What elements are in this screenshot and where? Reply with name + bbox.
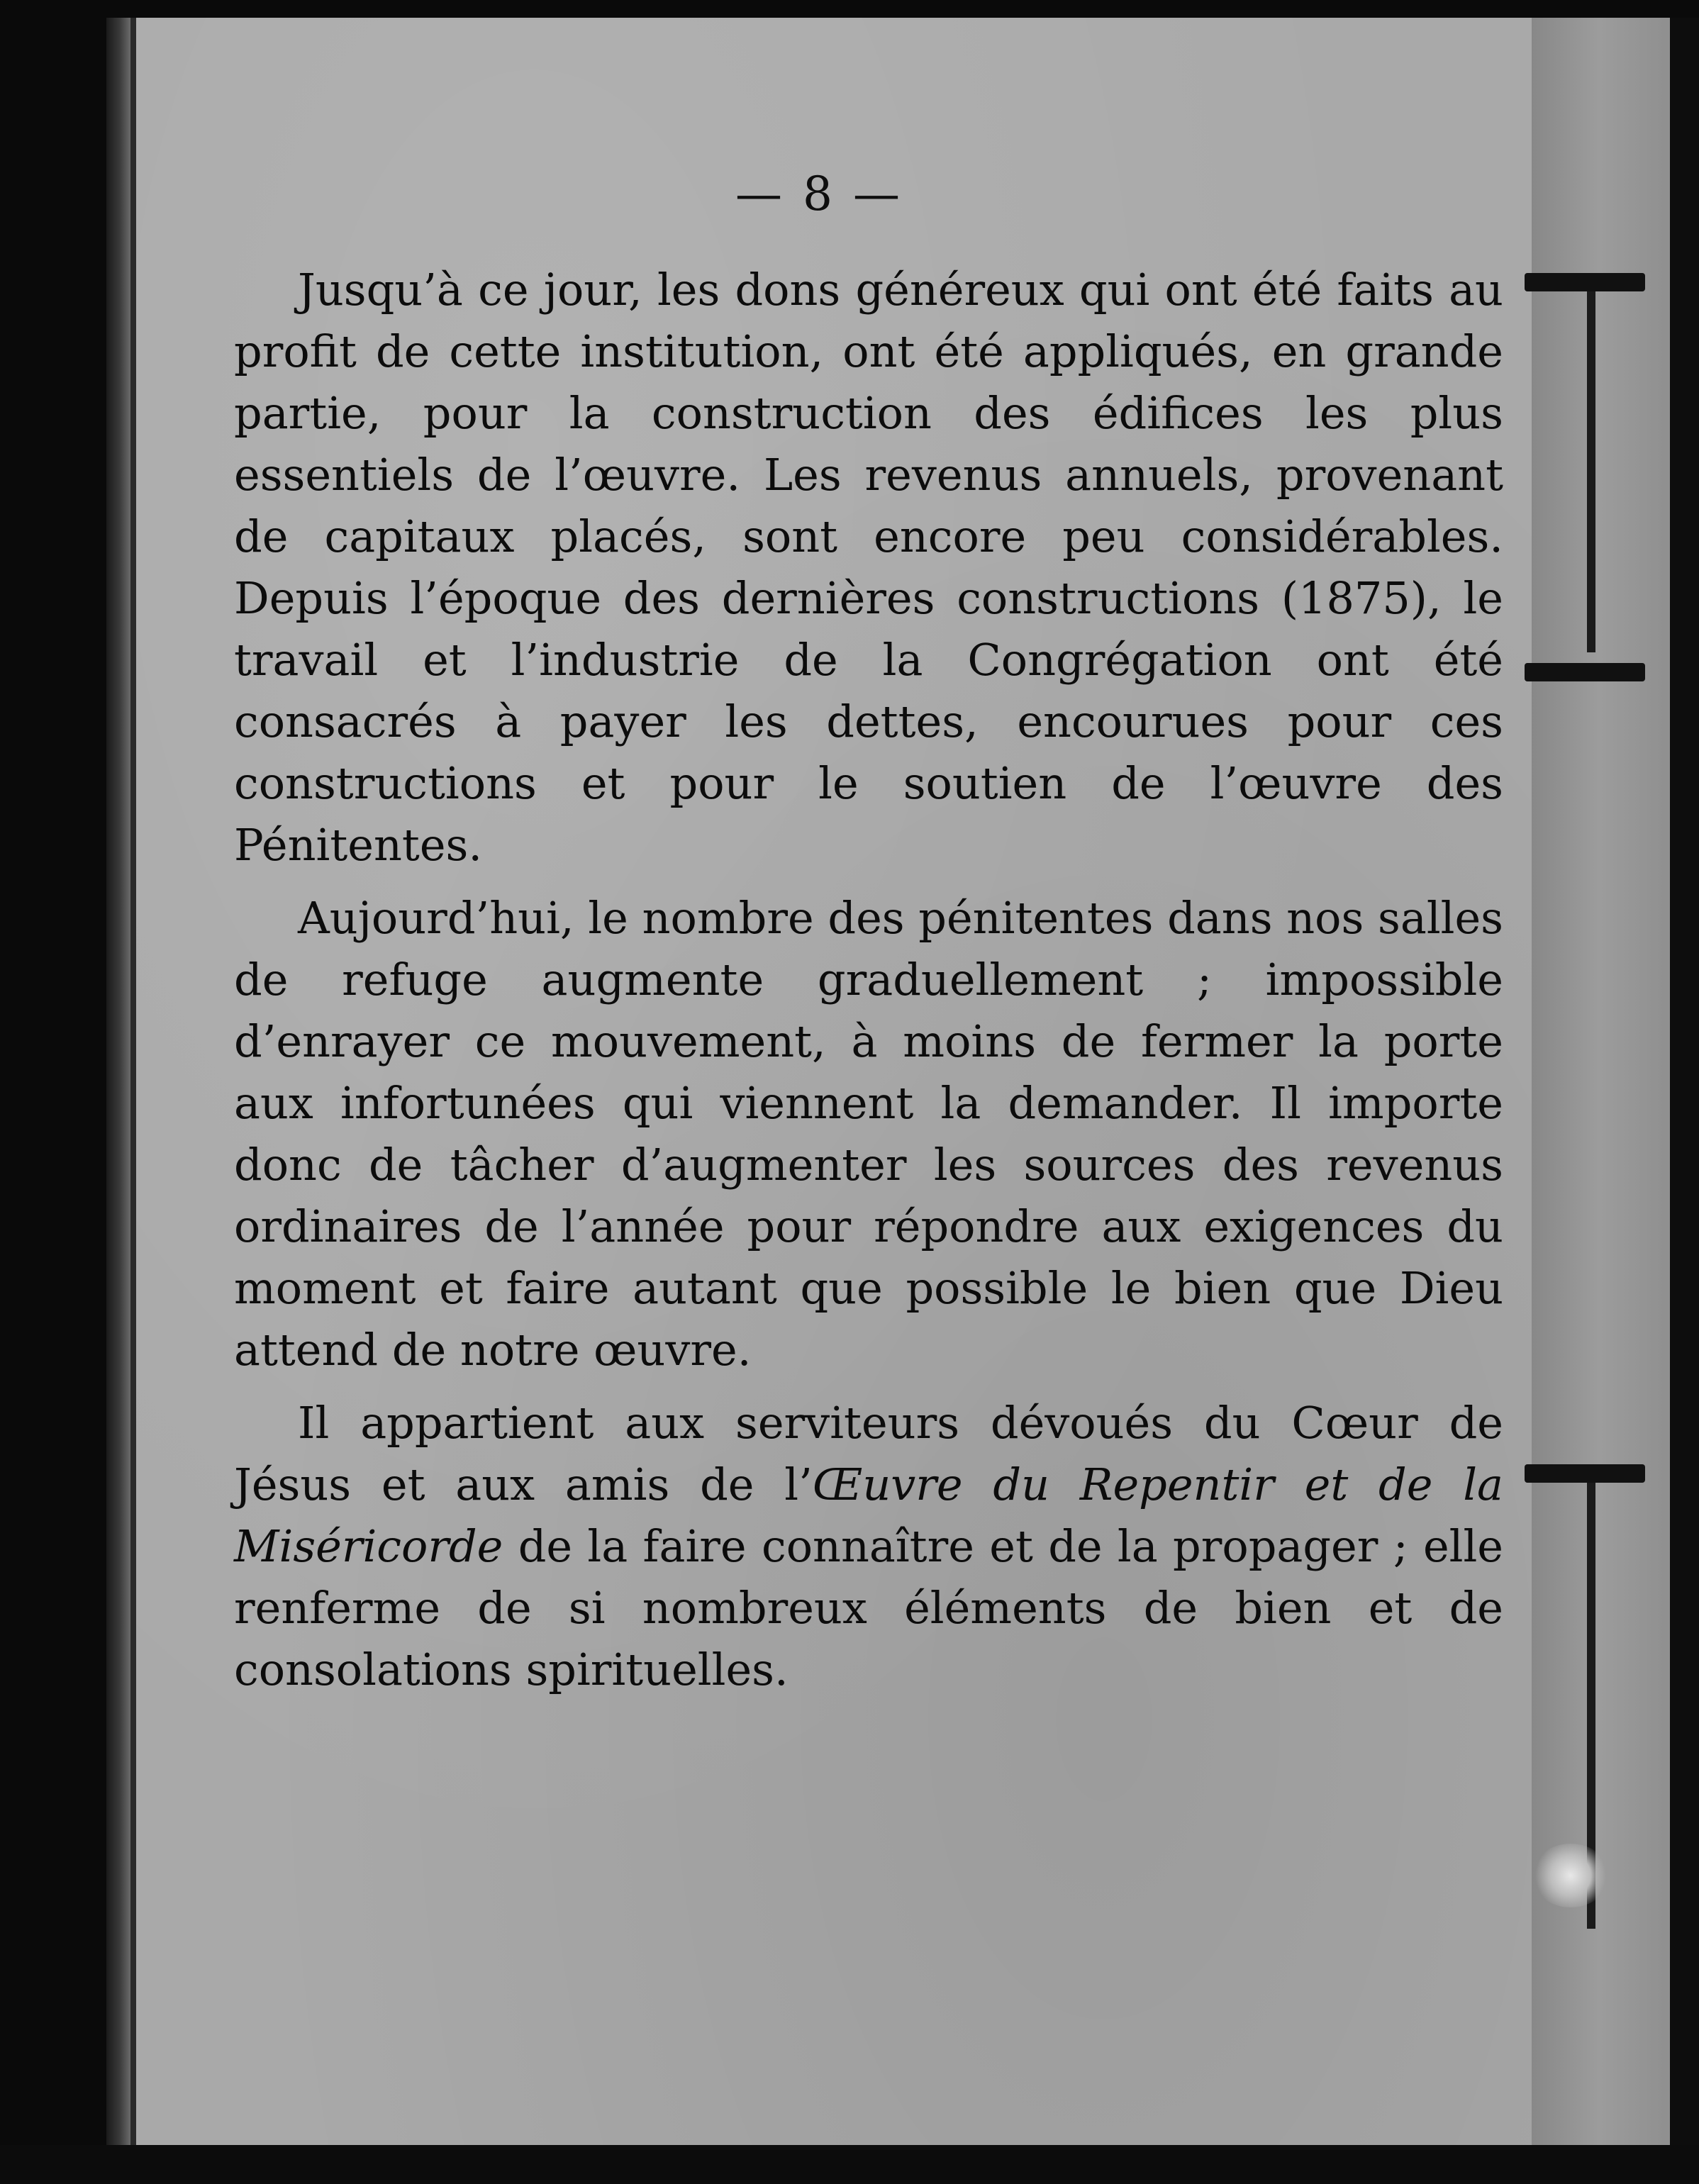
bottom-scan-edge <box>0 2145 1699 2184</box>
book-page <box>106 18 1532 2145</box>
body-text <box>234 259 1503 1712</box>
right-scan-edge <box>1670 18 1699 2145</box>
work-title-italic: Œuvre du Repentir et de la Miséricorde <box>234 1459 1504 1572</box>
paragraph-3-end: de la faire connaître et de la propager ; elle renferme de si nombreux éléments de bien et de consolations spirituelles. <box>234 1520 1503 1695</box>
binding-thread-knot <box>1532 1844 1610 1907</box>
paragraph-2: Aujourd’hui, le nombre des pénitentes dans nos salles de refuge augmente graduellement ; impossible d’enrayer ce mouvement, à moins de fermer la porte aux infortunées qui viennent la demander. Il importe donc de tâcher d’augmenter les sources des revenus ordinaires de l’année pour répondre aux exigences du moment et faire autant que possible le bien que Dieu attend de notre œuvre. <box>234 892 1503 1376</box>
binding-stitch-2 <box>1525 663 1645 681</box>
binding-stitch-3 <box>1525 1464 1645 1483</box>
binding-stitch-1 <box>1525 273 1645 291</box>
page-number: — 8 — <box>735 167 903 221</box>
paragraph-3 <box>234 1392 1503 1700</box>
paragraph-3-start: Il appartient aux serviteurs dévoués du Cœur de Jésus et aux amis de l’ <box>234 1397 1503 1510</box>
binding-thread-top <box>1587 284 1595 652</box>
paragraph-1: Jusqu’à ce jour, les dons généreux qui ont été faits au profit de cette institution, ont été appliqués, en grande partie, pour la construction des édifices les plus essentiels de l’œuvre. Les revenus annuels, provenant de capitaux placés, sont encore peu considérables. Depuis l’époque des dernières constructions (1875), le travail et l’industrie de la Congrégation ont été consacrés à payer les dettes, encourues pour ces constructions et pour le soutien de l’œuvre des Pénitentes. <box>234 264 1503 871</box>
left-page-edge <box>130 18 136 2145</box>
left-binding-shadow <box>106 18 130 2145</box>
